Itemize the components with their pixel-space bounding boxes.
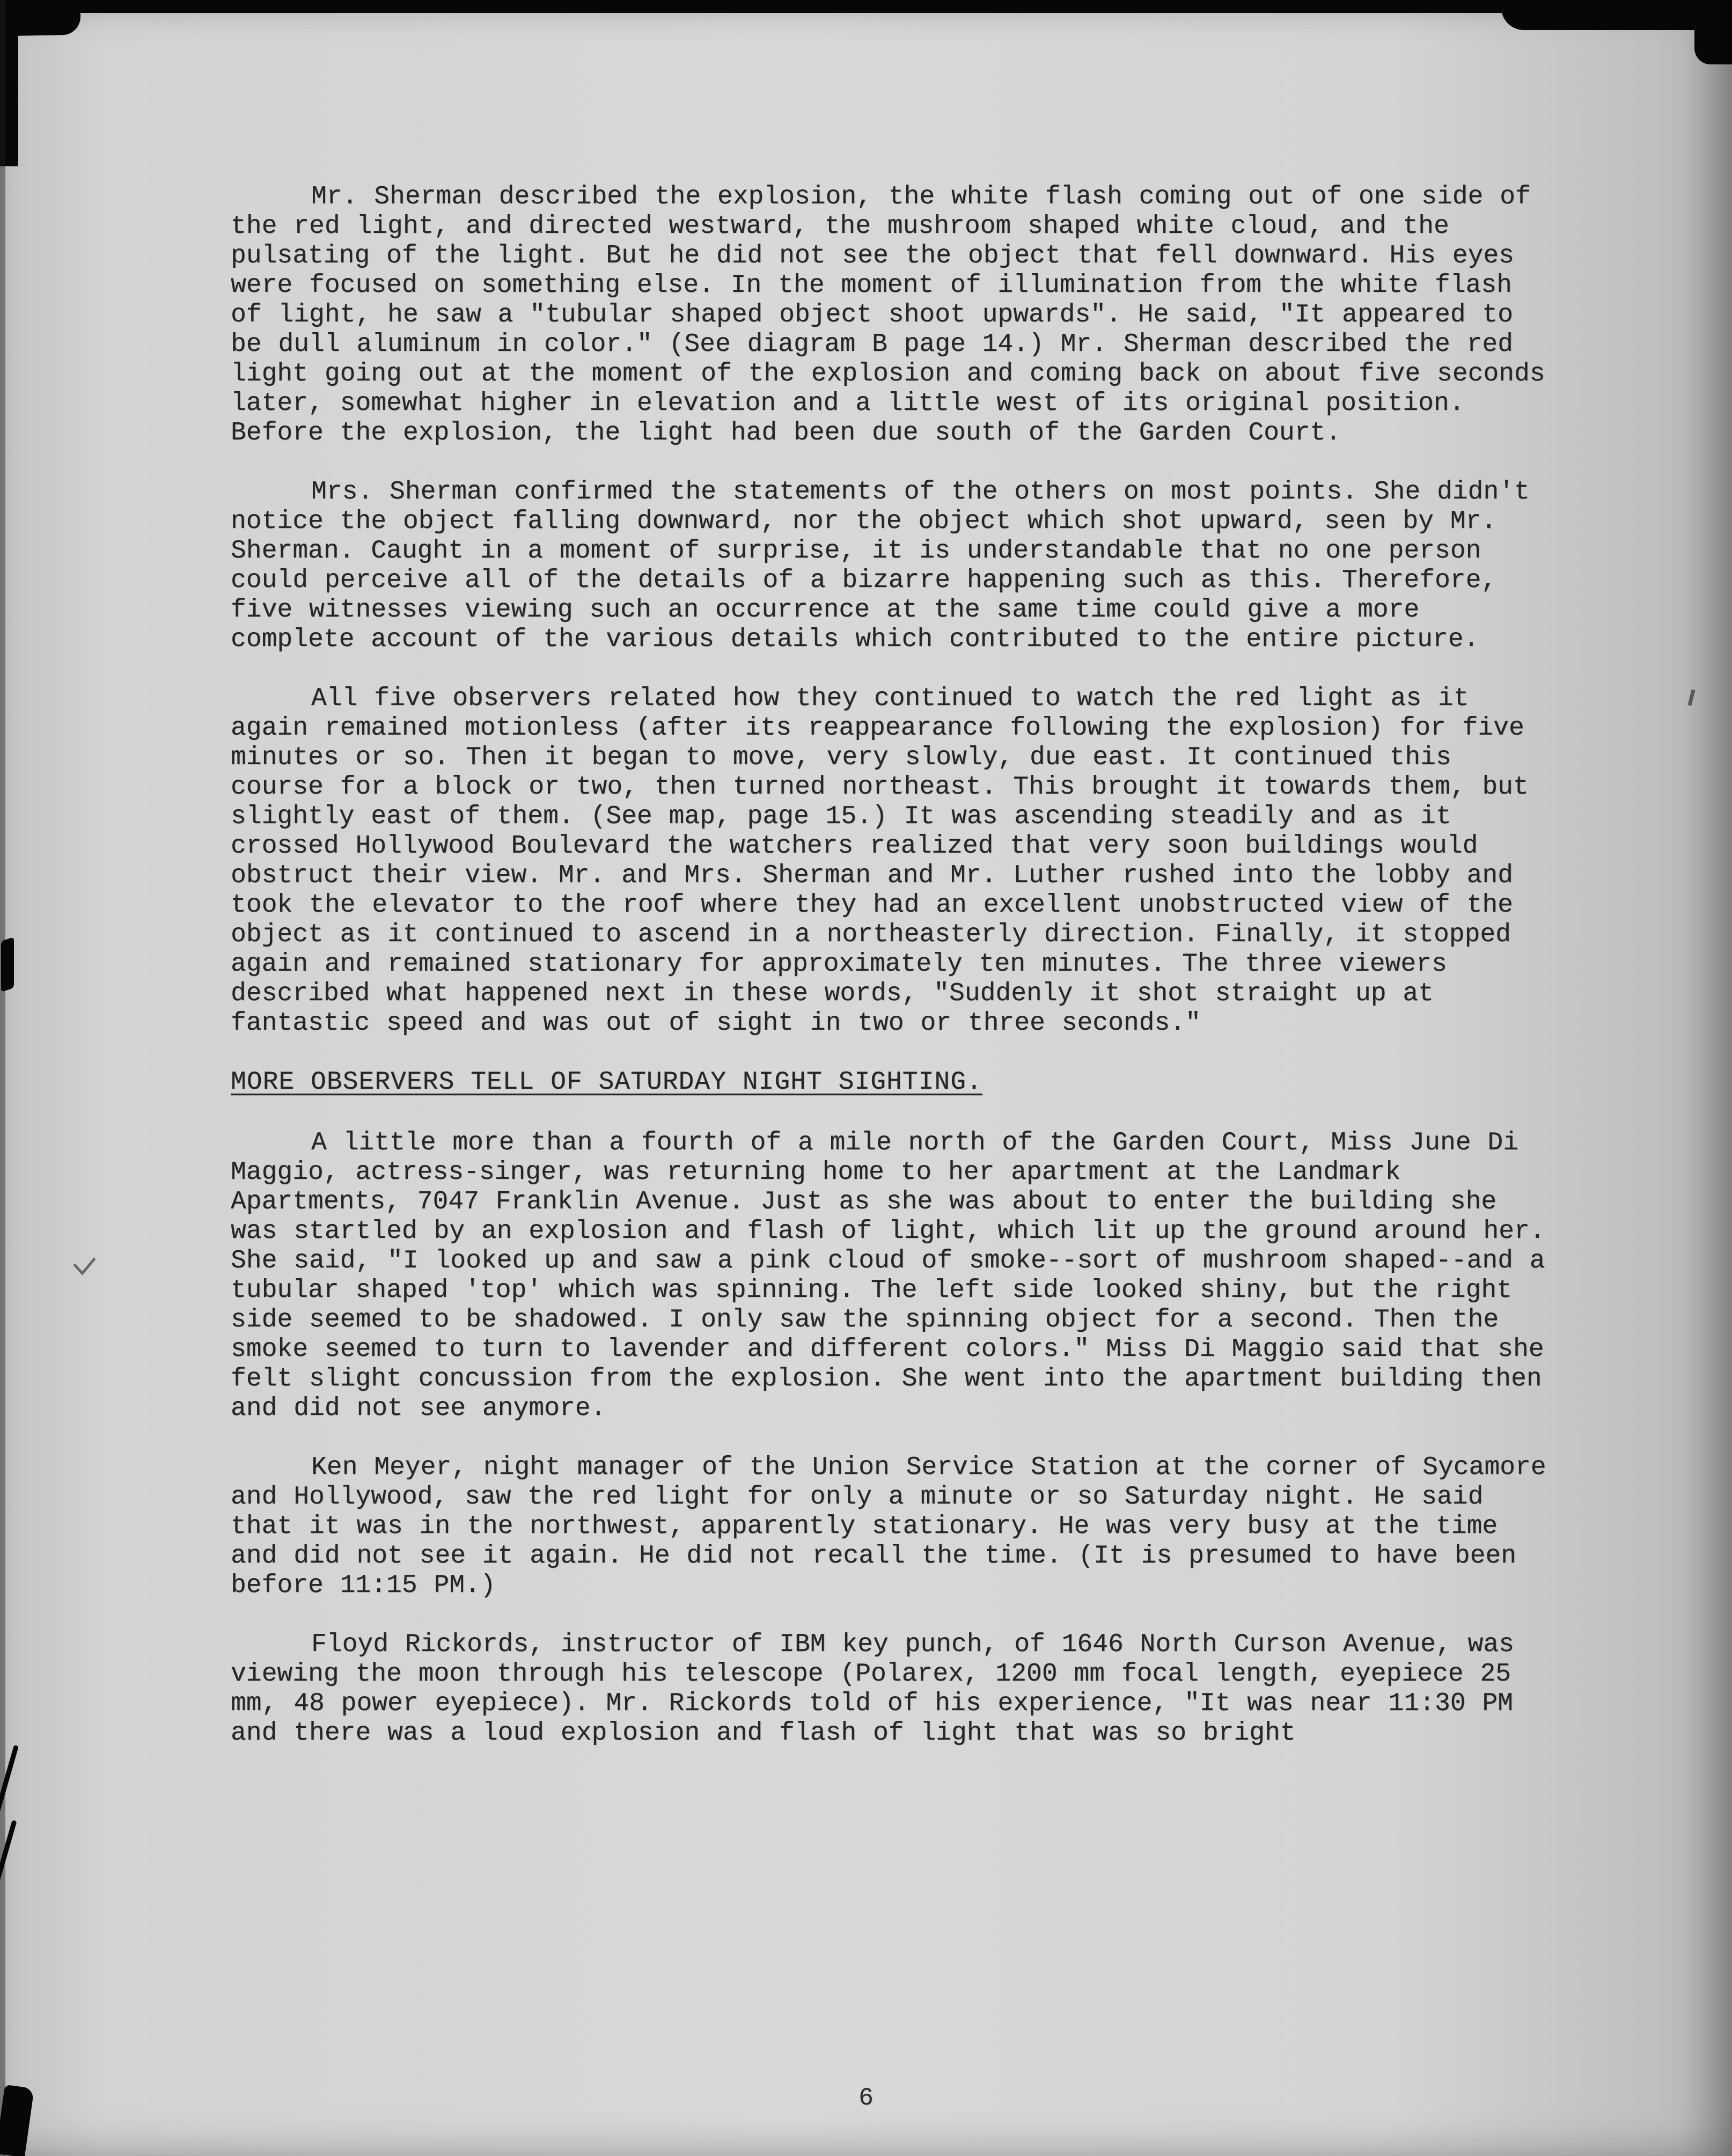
paragraph-floyd-rickords: Floyd Rickords, instructor of IBM key punch, of 1646 North Curson Avenue, was viewing the moon through his telescope (Polarex, 1200 mm focal length, eyepiece 25 mm, 48 power eyepiece). Mr. Rickords told of his experience, "It was near 11:30 PM and there was a loud explosion and flash of light that was so bright (231, 1630, 1514, 1748)
page-number: 6 (858, 2084, 874, 2112)
scan-artifact-left-mark (1, 937, 14, 992)
document-text-block (231, 182, 1551, 1778)
scan-artifact-top-edge (0, 0, 1732, 13)
paragraph-five-observers-red-light: All five observers related how they continued to watch the red light as it again remained motionless (after its reappearance following the explosion) for five minutes or so. Then it began to move, very slowly, due east. It continued this course for a block or two, then turned northeast. This brought it towards them, but slightly east of them. (See map, page 15.) It was ascending steadily and as it crossed Hollywood Boulevard the watchers realized that very soon buildings would obstruct their view. Mr. and Mrs. Sherman and Mr. Luther rushed into the lobby and took the elevator to the roof where they had an excellent unobstructed view of the object as it continued to ascend in a northeasterly direction. Finally, it stopped again and remained stationary for approximately ten minutes. The three viewers described what happened next in these words, "Suddenly it shot straight up at fantastic speed and was out of sight in two or three seconds." (231, 684, 1529, 1038)
scan-artifact-top-right-corner (1694, 0, 1732, 64)
paragraph-sherman-explosion: Mr. Sherman described the explosion, the white flash coming out of one side of the red light, and directed westward, the mushroom shaped white cloud, and the pulsating of the light. But he did not see the object that fell downward. His eyes were focused on something else. In the moment of illumination from the white flash of light, he saw a "tubular shaped object shoot upwards". He said, "It appeared to be dull aluminum in color." (See diagram B page 14.) Mr. Sherman described the red light going out at the moment of the explosion and coming back on about five seconds later, somewhat higher in elevation and a little west of its original position. Before the explosion, the light had been due south of the Garden Court. (231, 182, 1545, 448)
section-heading-more-observers: MORE OBSERVERS TELL OF SATURDAY NIGHT SIGHTING. (231, 1068, 982, 1097)
handwritten-checkmark (74, 1249, 96, 1275)
scan-artifact-left-line (0, 0, 5, 2156)
paragraph-mrs-sherman-confirmation: Mrs. Sherman confirmed the statements of the others on most points. She didn't notice the object falling downward, nor the object which shot upward, seen by Mr. Sherman. Caught in a moment of surprise, it is understandable that no one person could perceive all of the details of a bizarre happening such as this. Therefore, five witnesses viewing such an occurrence at the same time could give a more complete account of the various details which contributed to the entire picture. (231, 478, 1530, 654)
paragraph-june-di-maggio: A little more than a fourth of a mile north of the Garden Court, Miss June Di Maggio, actress-singer, was returning home to her apartment at the Landmark Apartments, 7047 Franklin Avenue. Just as she was about to enter the building she was startled by an explosion and flash of light, which lit up the ground around her. She said, "I looked up and saw a pink cloud of smoke--sort of mushroom shaped--and a tubular shaped 'top' which was spinning. The left side looked shiny, but the right side seemed to be shadowed. I only saw the spinning object for a second. Then the smoke seemed to turn to lavender and different colors." Miss Di Maggio said that she felt slight concussion from the explosion. She went into the apartment building then and did not see anymore. (231, 1128, 1545, 1423)
paragraph-ken-meyer: Ken Meyer, night manager of the Union Service Station at the corner of Sycamore and Hollywood, saw the red light for only a minute or so Saturday night. He said that it was in the northwest, apparently stationary. He was very busy at the time and did not see it again. He did not recall the time. (It is presumed to have been before 11:15 PM.) (231, 1453, 1546, 1600)
scan-artifact-right-tick (1687, 690, 1695, 706)
scan-artifact-bottom-left (0, 2085, 34, 2156)
